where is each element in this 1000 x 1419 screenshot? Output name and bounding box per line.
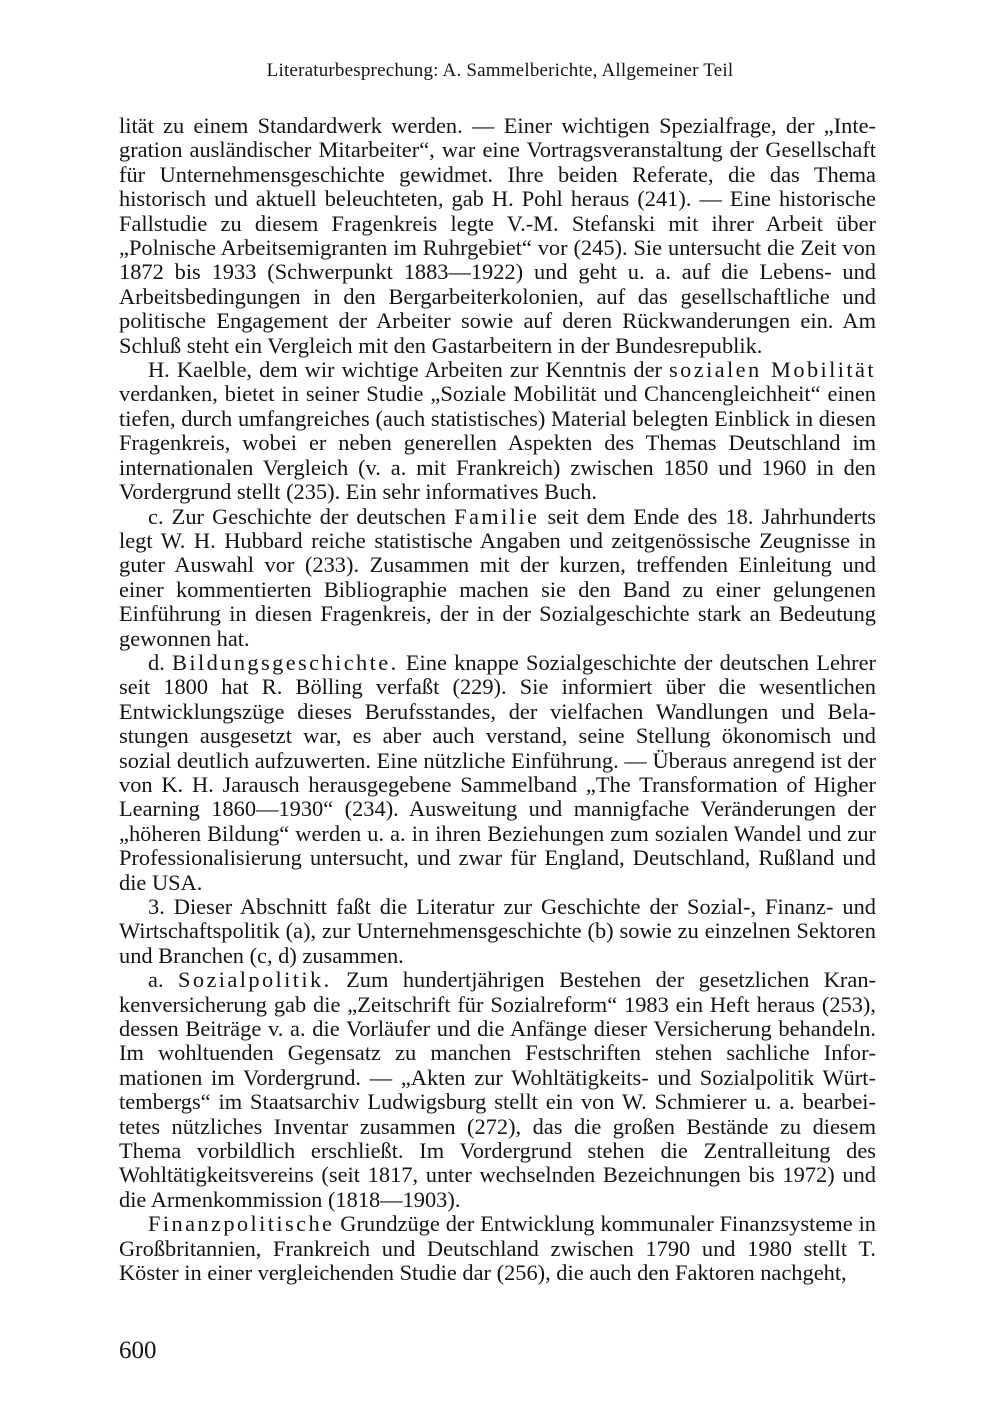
text-run: d. bbox=[148, 649, 173, 675]
paragraph bbox=[119, 1212, 876, 1285]
text-run: Zum hundertjährigen Bestehen der gesetzlichen Krankenversicherung gab die „Zeitschrift für Sozialreform“ 1983 ein Heft heraus (253), dessen Beiträge v. a. die Vorläufer und die Anfänge dieser Versicherung behandeln. Im wohltuenden Gegensatz zu manchen Festschriften stehen sachliche Informationen im Vordergrund. — „Akten zur Wohltätigkeits- und Sozialpolitik Württembergs“ im Staatsarchiv Ludwigsburg stellt ein von W. Schmierer u. a. bearbeitetes nützliches Inventar zusammen (272), das die großen Bestände zu diesem Thema vorbildlich erschließt. Im Vordergrund stehen die Zentralleitung des Wohltätigkeitsvereins (seit 1817, unter wechselnden Bezeichnungen bis 1972) und die Armenkommission (1818—1903). bbox=[119, 967, 876, 1212]
running-head: Literaturbesprechung: A. Sammelberichte, Allgemeiner Teil bbox=[266, 60, 734, 81]
paragraph bbox=[119, 505, 876, 651]
paragraph bbox=[119, 968, 876, 1212]
spaced-keyword: Sozialpolitik. bbox=[178, 967, 332, 993]
text-run: Grundzüge der Entwicklung kommunaler Finanzsysteme in Großbritannien, Frankreich und Deutschland zwischen 1790 und 1980 stellt T. Köster in einer vergleichenden Studie dar (256), die auch den Faktoren nachgeht, bbox=[119, 1211, 876, 1286]
page-number: 600 bbox=[119, 1337, 157, 1364]
text-run: Eine knappe Sozialgeschichte der deutschen Lehrer seit 1800 hat R. Bölling verfaßt (229). Sie informiert über die wesentlichen Entwicklungszüge dieses Berufsstandes, der vielfachen Wandlungen und Belastungen ausgesetzt war, es aber auch verstand, seine Stellung ökonomisch und sozial deutlich aufzuwerten. Eine nützliche Einführung. — Überaus anregend ist der von K. H. Jarausch herausgegebene Sammelband „The Transformation of Higher Learning 1860—1930“ (234). Ausweitung und mannigfache Veränderungen der „höheren Bildung“ werden u. a. in ihren Beziehungen zum sozialen Wandel und zur Professionalisierung untersucht, und zwar für England, Deutschland, Rußland und die USA. bbox=[119, 649, 877, 895]
spaced-keyword: Familie bbox=[454, 503, 540, 529]
text-run: verdanken, bietet in seiner Studie „Soziale Mobilität und Chancengleichheit“ einen tiefen, durch umfangreiches (auch statistisches) Material belegten Einblick in diesen Fragenkreis, wobei er neben generellen Aspekten des Themas Deutschland im internationalen Vergleich (v. a. mit Frankreich) zwischen 1850 und 1960 in den Vordergrund stellt (235). Ein sehr informatives Buch. bbox=[119, 381, 876, 505]
spaced-keyword: Finanzpolitische bbox=[148, 1211, 335, 1237]
text-run: seit dem Ende des 18. Jahrhunderts legt W. H. Hubbard reiche statistische Angaben und zeitgenössische Zeugnisse in guter Auswahl vor (233). Zusammen mit der kurzen, treffenden Einleitung und einer kommentierten Bibliographie machen sie den Band zu einer gelungenen Einführung in diesen Fragenkreis, der in der Sozialgeschichte stark an Bedeutung gewonnen hat. bbox=[119, 503, 876, 651]
paragraph: lität zu einem Standardwerk werden. — Einer wichtigen Spezialfrage, der „Integration ausländischer Mitarbeiter“, war eine Vortragsveranstaltung der Gesellschaft für Unternehmensgeschichte gewidmet. Ihre beiden Referate, die das Thema historisch und aktuell beleuchteten, gab H. Pohl heraus (241). — Eine historische Fallstudie zu diesem Fragenkreis legte V.-M. Stefanski mit ihrer Arbeit über „Polnische Arbeitsemigranten im Ruhrgebiet“ vor (245). Sie untersucht die Zeit von 1872 bis 1933 (Schwerpunkt 1883—1922) und geht u. a. auf die Lebens- und Arbeitsbedingungen in den Bergarbeiterkolonien, auf das gesellschaftliche und politische Engagement der Arbeiter sowie auf deren Rückwanderungen ein. Am Schluß steht ein Vergleich mit den Gastarbeitern in der Bundesrepublik. bbox=[119, 113, 876, 358]
spaced-keyword: sozialen Mobilität bbox=[669, 357, 876, 383]
body-text bbox=[119, 114, 876, 1286]
text-run: H. Kaelble, dem wir wichtige Arbeiten zur Kenntnis der bbox=[148, 357, 670, 383]
paragraph bbox=[119, 358, 876, 504]
spaced-keyword: Bildungsgeschichte. bbox=[172, 649, 399, 675]
text-run: a. bbox=[148, 967, 178, 993]
paragraph: 3. Dieser Abschnitt faßt die Literatur zur Geschichte der Sozial-, Finanz- und Wirtschaftspolitik (a), zur Unternehmensgeschichte (b) sowie zu einzelnen Sektoren und Branchen (c, d) zusammen. bbox=[119, 894, 876, 968]
text-run: c. Zur Geschichte der deutschen bbox=[148, 503, 455, 529]
paragraph bbox=[119, 651, 876, 895]
